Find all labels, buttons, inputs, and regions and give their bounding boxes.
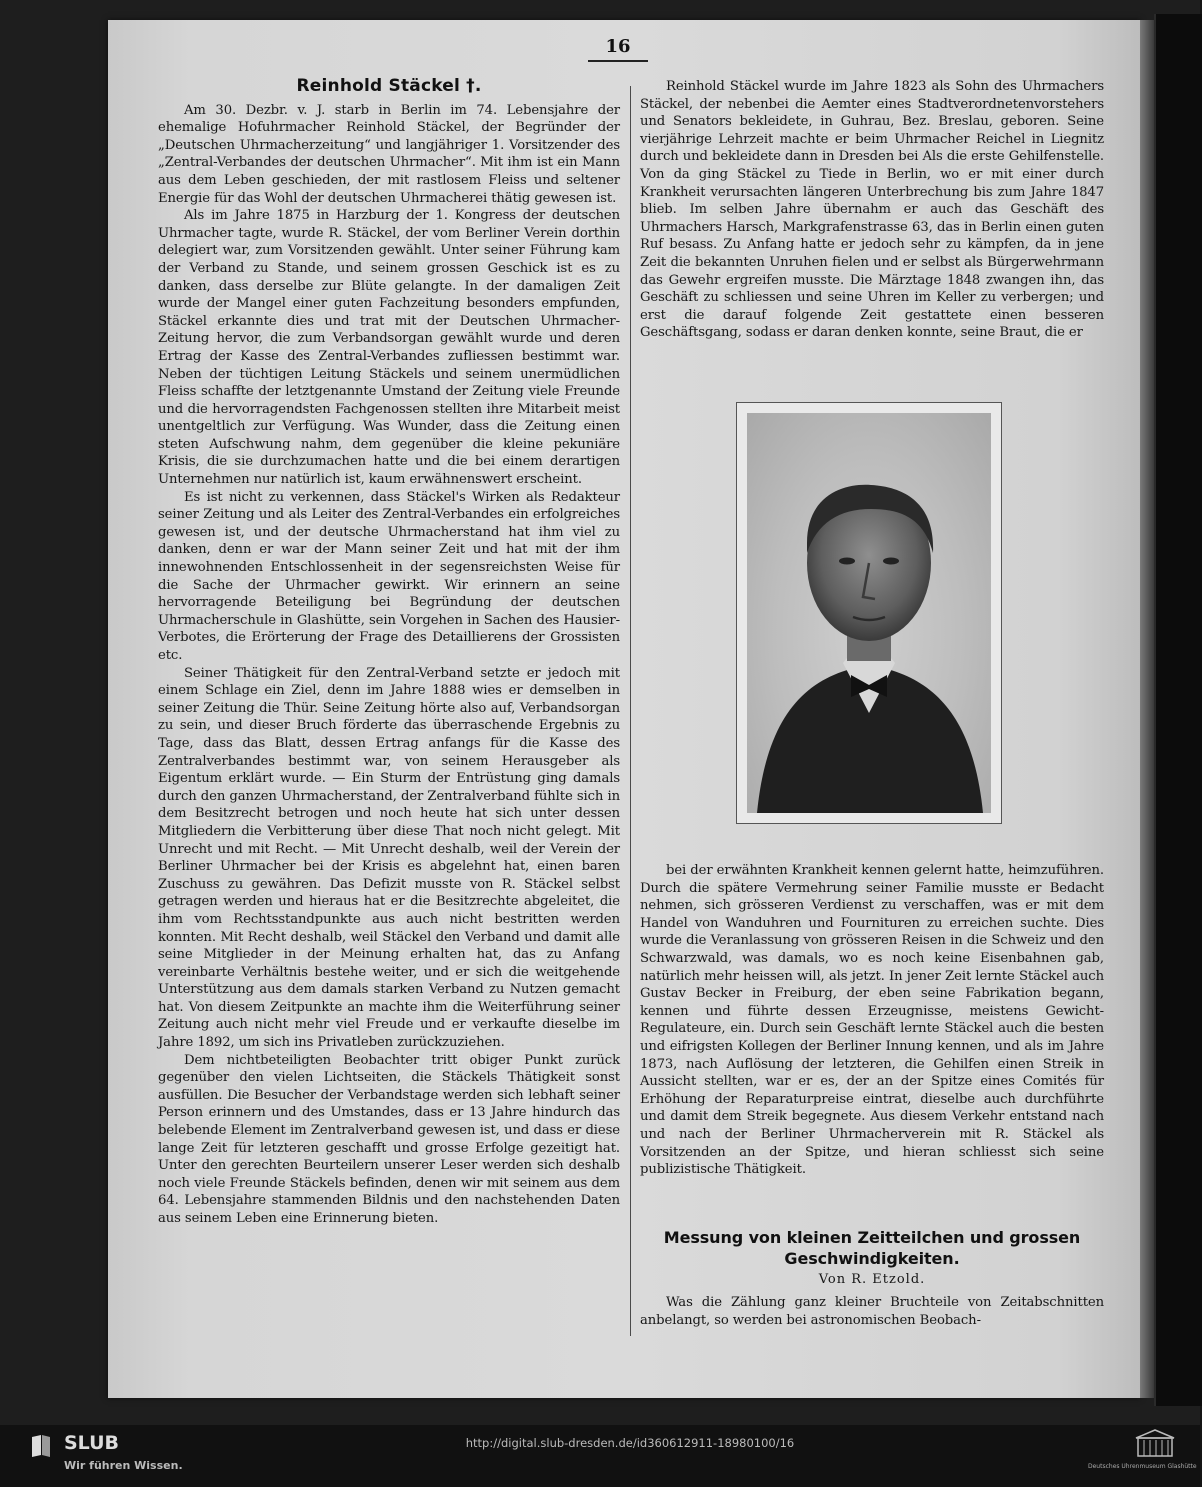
right-column-bottom <box>640 862 1104 1329</box>
slub-brand[interactable]: SLUB <box>64 1432 120 1454</box>
museum-logo-text: Deutsches Uhrenmuseum Glashütte <box>1088 1463 1197 1470</box>
portrait-illustration <box>747 413 991 813</box>
article2-author: Von R. Etzold. <box>818 1271 926 1287</box>
paragraph: Dem nichtbeteiligten Beobachter tritt obiger Punkt zurück gegenüber den vielen Lichtseiten, die Stäckels Thätigkeit sonst ausfüllen. Die Besucher der Verbandstage werden sich lebhaft seiner Person erinnern und des Umstandes, dass er 13 Jahre hindurch das belebende Element im Zentralverband gewesen ist, und dass er diese lange Zeit für letzteren geschafft und grosse Erfolge gezeitigt hat. Unter den gerechten Beurteilern unserer Leser werden sich deshalb noch viele Freunde Stäckels befinden, denen wir mit seinem aus dem 64. Lebensjahre stammenden Bildnis und den nachstehenden Daten aus seinem Leben eine Erinnerung bieten. <box>158 1052 620 1226</box>
paragraph: Was die Zählung ganz kleiner Bruchteile von Zeitabschnitten anbelangt, so werden bei astronomischen Beobach- <box>640 1295 1104 1328</box>
portrait-frame <box>736 402 1002 824</box>
paragraph: Seiner Thätigkeit für den Zentral-Verband setzte er jedoch mit einem Schlage ein Ziel, denn im Jahre 1888 wies er demselben in seiner Zeitung die Thür. Seine Zeitung hörte also auf, Verbandsorgan zu sein, und dieser Bruch förderte das überraschende Ergebnis zu Tage, dass das Blatt, dessen Ertrag anfangs für die Kasse des Zentralverbandes bestimmt war, von seinem Herausgeber als Eigentum erklärt wurde. — Ein Sturm der Entrüstung ging damals durch den ganzen Uhrmacherstand, der Zentralverband fühlte sich in dem Besitzrecht betrogen und noch heute hat sich unter dessen Mitgliedern die Verbitterung über diese That noch nicht gelegt. Mit Unrecht und mit Recht. — Mit Unrecht deshalb, weil der Verein der Berliner Uhrmacher bei der Krisis es abgelehnt hat, einen baren Zuschuss zu gewähren. Das Defizit musste von R. Stäckel selbst getragen werden und hieraus hat er die Besitzrechte abgeleitet, die ihm vom Rechtsstandpunkte aus auch nicht bestritten werden konnten. Mit Recht deshalb, weil Stäckel den Verband und damit alle seine Mitglieder in der Meinung erhalten hat, das zu Anfang vereinbarte Verhältnis bestehe weiter, und er sich die weitgehende Unterstützung aus dem damals starken Verband zu Nutzen gemacht hat. Von diesem Zeitpunkte an machte ihm die Weiterführung seiner Zeitung auch nicht mehr viel Freude und er verkaufte dieselbe im Jahre 1892, um sich ins Privatleben zurückzuziehen. <box>158 665 620 1051</box>
slub-book-icon[interactable] <box>30 1434 52 1458</box>
page-number-rule <box>588 60 648 62</box>
paragraph: Es ist nicht zu verkennen, dass Stäckel's Wirken als Redakteur seiner Zeitung und als Leiter des Zentral-Verbandes ein erfolgreiches gewesen ist, und der deutsche Uhrmacherstand hat ihm viel zu danken, denn er war der Mann seiner Zeit und hat mit der ihm innewohnenden Entschlossenheit in der segensreichsten Weise für die Sache der Uhrmacher gewirkt. Wir erinnern an seine hervorragende Beteiligung bei Begründung der deutschen Uhrmacherschule in Glashütte, sein Vorgehen in Sachen des Hausier-Verbotes, die Erörterung der Frage des Detaillierens der Grossisten etc. <box>158 489 620 663</box>
left-column <box>158 78 620 1228</box>
column-divider <box>630 86 631 1336</box>
article2-title: Messung von kleinen Zeitteilchen und grossen Geschwindigkeiten. <box>663 1227 1081 1268</box>
portrait-photo <box>747 413 991 813</box>
paragraph: Als im Jahre 1875 in Harzburg der 1. Kongress der deutschen Uhrmacher tagte, wurde R. Stäckel, der vom Berliner Verein dorthin delegiert war, zum Vorsitzenden gewählt. Unter seiner Führung kam der Verband zu Stande, und seinem grossen Geschick ist es zu danken, dass derselbe zur Blüte gelangte. In der damaligen Zeit wurde der Mangel einer guten Fachzeitung besonders empfunden, Stäckel erkannte dies und trat mit der Deutschen Uhrmacher-Zeitung hervor, die zum Verbandsorgan gewählt wurde und deren Ertrag der Kasse des Zentral-Verbandes zufliessen bestimmt war. Neben der tüchtigen Leitung Stäckels und seinem unermüdlichen Fleiss schaffte der letztgenannte Umstand der Zeitung viele Freunde und die hervorragendsten Fachgenossen stellten ihre Mitarbeit meist unentgeltlich zur Verfügung. Was Wunder, dass die Zeitung einen steten Aufschwung nahm, dem gegenüber die kleine pekuniäre Krisis, die sie durchzumachen hatte und die bei einem derartigen Unternehmen nur natürlich ist, kaum erwähnenswert erscheint. <box>158 208 620 488</box>
paragraph: bei der erwähnten Krankheit kennen gelernt hatte, heimzuführen. Durch die spätere Vermehrung seiner Familie musste er Bedacht nehmen, sich grösseren Verdienst zu verschaffen, was er mit dem Handel von Wanduhren und Fournituren zu erreichen suchte. Dies wurde die Veranlassung von grösseren Reisen in die Schweiz und den Schwarzwald, was damals, wo es noch keine Eisenbahnen gab, natürlich mehr heissen will, als jetzt. In jener Zeit lernte Stäckel auch Gustav Becker in Freiburg, der eben seine Fabrikation begann, kennen und führte dessen Erzeugnisse, meistens Gewicht-Regulateure, ein. Durch sein Geschäft lernte Stäckel auch die besten und eifrigsten Kollegen der Berliner Innung kennen, und als im Jahre 1873, nach Auflösung der letzteren, die Gehilfen einen Streik in Aussicht stellten, war er es, der an der Spitze eines Comités für Erhöhung der Reparaturpreise eintrat, dieselbe auch durchführte und damit dem Streik begegnete. Aus diesem Verkehr entstand nach und nach der Berliner Uhrmacherverein mit R. Stäckel als Vorsitzenden an der Spitze, und hieran schliesst sich seine publizistische Thätigkeit. <box>640 863 1104 1178</box>
book-cover-edge <box>1154 14 1202 1406</box>
paragraph: Am 30. Dezbr. v. J. starb in Berlin im 74. Lebensjahre der ehemalige Hofuhrmacher Reinhold Stäckel, der Begründer der „Deutschen Uhrmacherzeitung“ und langjähriger 1. Vorsitzender des „Zentral-Verbandes der deutschen Uhrmacher“. Mit ihm ist ein Mann aus dem Leben geschieden, der mit rastlosem Fleiss und seltener Energie für das Wohl der deutschen Uhrmacherei thätig gewesen ist. <box>158 102 620 206</box>
page-gutter-shadow <box>1140 20 1154 1398</box>
viewer-footer <box>0 1425 1200 1487</box>
paragraph: Reinhold Stäckel wurde im Jahre 1823 als Sohn des Uhrmachers Stäckel, der nebenbei die Aemter eines Stadtverordnetenvorstehers und Senators bekleidete, in Guhrau, Bez. Breslau, geboren. Seine vierjährige Lehrzeit machte er beim Uhrmacher Reichel in Liegnitz durch und bekleidete dann in Dresden bei Als die erste Gehilfenstelle. Von da ging Stäckel zu Tiede in Berlin, wo er mit einer durch Krankheit verursachten längeren Unterbrechung bis zum Jahre 1847 blieb. Im selben Jahre übernahm er auch das Geschäft des Uhrmachers Harsch, Markgrafenstrasse 63, das in Berlin einen guten Ruf besass. Zu Anfang hatte er jedoch sehr zu kämpfen, da in jene Zeit die bekannten Unruhen fielen und er selbst als Bürgerwehrmann das Gewehr ergreifen musste. Die Märztage 1848 zwangen ihn, das Geschäft zu schliessen und seine Uhren im Keller zu verbergen; und erst die darauf folgende Zeit gestattete einen besseren Geschäftsgang, sodass er daran denken konnte, seine Braut, die er <box>640 79 1104 341</box>
slub-slogan: Wir führen Wissen. <box>64 1459 183 1472</box>
article-title: Reinhold Stäckel †. <box>296 76 482 96</box>
museum-logo-icon[interactable] <box>1086 1428 1197 1480</box>
permalink-url[interactable]: http://digital.slub-dresden.de/id360612911-18980100/16 <box>465 1436 795 1450</box>
right-column-top <box>640 78 1104 342</box>
page-number: 16 <box>605 36 631 57</box>
